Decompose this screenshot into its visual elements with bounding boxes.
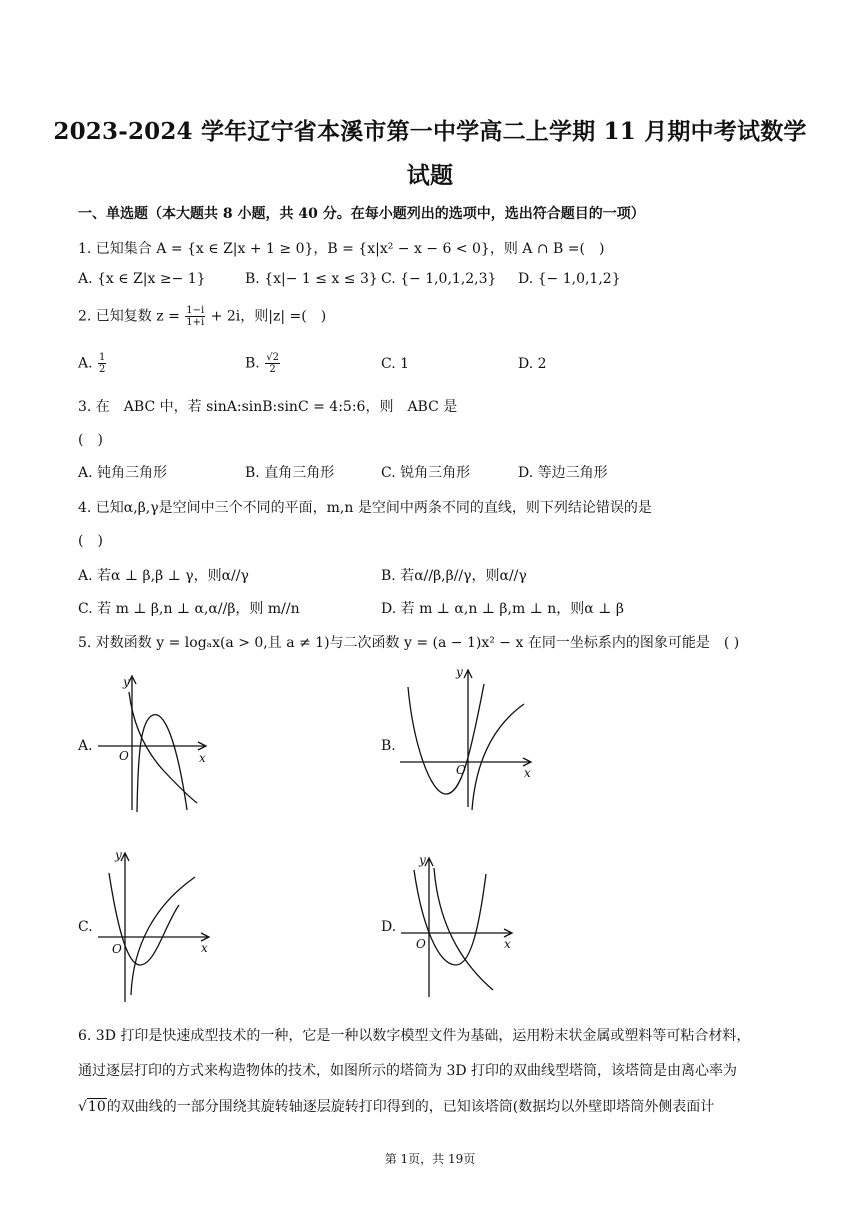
q2-b-num: √2 [266,352,279,363]
q3-paren: ( ) [78,432,103,448]
q2-stem [78,305,326,328]
q2-frac-den: 1+i [186,317,205,328]
q5-option-c: C. [78,919,93,935]
q4-paren: ( ) [78,533,103,549]
q3-option-b: B. 直角三角形 [245,465,335,481]
q6-line-3 [78,1096,714,1116]
q6-line-1: 6. 3D 打印是快速成型技术的一种，它是一种以数字模型文件为基础，运用粉末状金属或塑料等可粘合材料， [78,1028,751,1044]
q6-sqrt-value: 10 [87,1099,106,1115]
log-curve [472,704,524,810]
parabola-curve [137,715,187,812]
q3-option-d: D. 等边三角形 [518,465,608,481]
q2-stem-pre: 2. 已知复数 z = [78,308,180,325]
y-axis-label: y [115,848,122,862]
q2-b-fraction [265,352,280,375]
q2-option-c: C. 1 [381,356,410,372]
q3-stem: 3. 在 ABC 中，若 sinA:sinB:sinC = 4:5:6，则 ABC 是 [78,399,458,415]
q5-option-a: A. [78,738,93,754]
x-axis-label: x [199,751,206,765]
q2-option-b [245,352,281,375]
q3-option-a: A. 钝角三角形 [78,465,168,481]
q4-option-d: D. 若 m ⊥ α,n ⊥ β,m ⊥ n，则α ⊥ β [381,601,624,617]
q2-option-a [78,352,107,375]
x-axis-label: x [524,766,531,780]
q2-a-num: 1 [99,352,106,363]
q2-stem-post: + 2i，则|z| =( ) [210,308,327,325]
x-axis-label: x [504,937,511,951]
x-axis-label: x [201,941,208,955]
q1-option-c: C. {− 1,0,1,2,3} [381,271,497,287]
page-title: 2023-2024 学年辽宁省本溪市第一中学高二上学期 11 月期中考试数学 [53,118,807,145]
q2-a-den: 2 [99,364,106,375]
q4-option-c: C. 若 m ⊥ β,n ⊥ α,α//β，则 m//n [78,601,300,617]
q5-graph-c [95,845,220,1005]
q2-fraction [185,305,205,328]
q5-graph-a [95,670,215,815]
q1-option-b: B. {x|− 1 ≤ x ≤ 3} [245,271,378,287]
q1-option-d: D. {− 1,0,1,2} [518,271,621,287]
q4-option-a: A. 若α ⊥ β,β ⊥ γ，则α//γ [78,568,249,584]
q5-graph-b [398,662,538,812]
q1-stem: 1. 已知集合 A = {x ∈ Z|x + 1 ≥ 0}，B = {x|x² − x − 6 < 0}，则 A ∩ B =( ) [78,241,605,257]
y-axis-label: y [123,675,130,689]
q5-option-d: D. [381,919,397,935]
y-axis-label: y [419,853,426,867]
q1-option-a: A. {x ∈ Z|x ≥− 1} [78,271,206,287]
q6-line-3-text: 的双曲线的一部分围绕其旋转轴逐层旋转打印得到的，已知该塔筒(数据均以外壁即塔筒外侧表面计 [106,1099,715,1115]
q4-option-b: B. 若α//β,β//γ，则α//γ [381,568,527,584]
q5-graph-d [398,850,523,1000]
q6-line-2: 通过逐层打印的方式来构造物体的技术，如图所示的塔筒为 3D 打印的双曲线型塔筒，该塔筒是由离心率为 [78,1063,738,1079]
q2-b-den: 2 [269,364,276,375]
section-heading: 一、单选题（本大题共 8 小题，共 40 分。在每小题列出的选项中，选出符合题目的一项） [78,206,645,222]
origin-label: O [112,942,122,956]
sqrt-sign: √ [78,1099,87,1115]
q2-a-fraction [98,352,106,375]
log-curve [129,692,197,803]
q2-frac-num: 1−i [186,305,205,316]
q5-option-b: B. [381,738,396,754]
origin-label: O [456,763,466,777]
q2-a-label: A. [78,355,93,372]
q5-stem: 5. 对数函数 y = logₐx(a > 0,且 a ≠ 1)与二次函数 y = (a − 1)x² − x 在同一坐标系内的图象可能是 ( ) [78,635,740,651]
q4-stem: 4. 已知α,β,γ是空间中三个不同的平面，m,n 是空间中两条不同的直线，则下列结论错误的是 [78,500,652,516]
parabola-curve [408,684,484,794]
origin-label: O [119,749,129,763]
q2-b-label: B. [245,355,260,372]
q2-option-d: D. 2 [518,356,547,372]
page-title-cont: 试题 [406,162,454,189]
q3-option-c: C. 锐角三角形 [381,465,471,481]
page-footer: 第 1页，共 19页 [384,1152,476,1166]
origin-label: O [416,937,426,951]
y-axis-label: y [456,665,463,679]
